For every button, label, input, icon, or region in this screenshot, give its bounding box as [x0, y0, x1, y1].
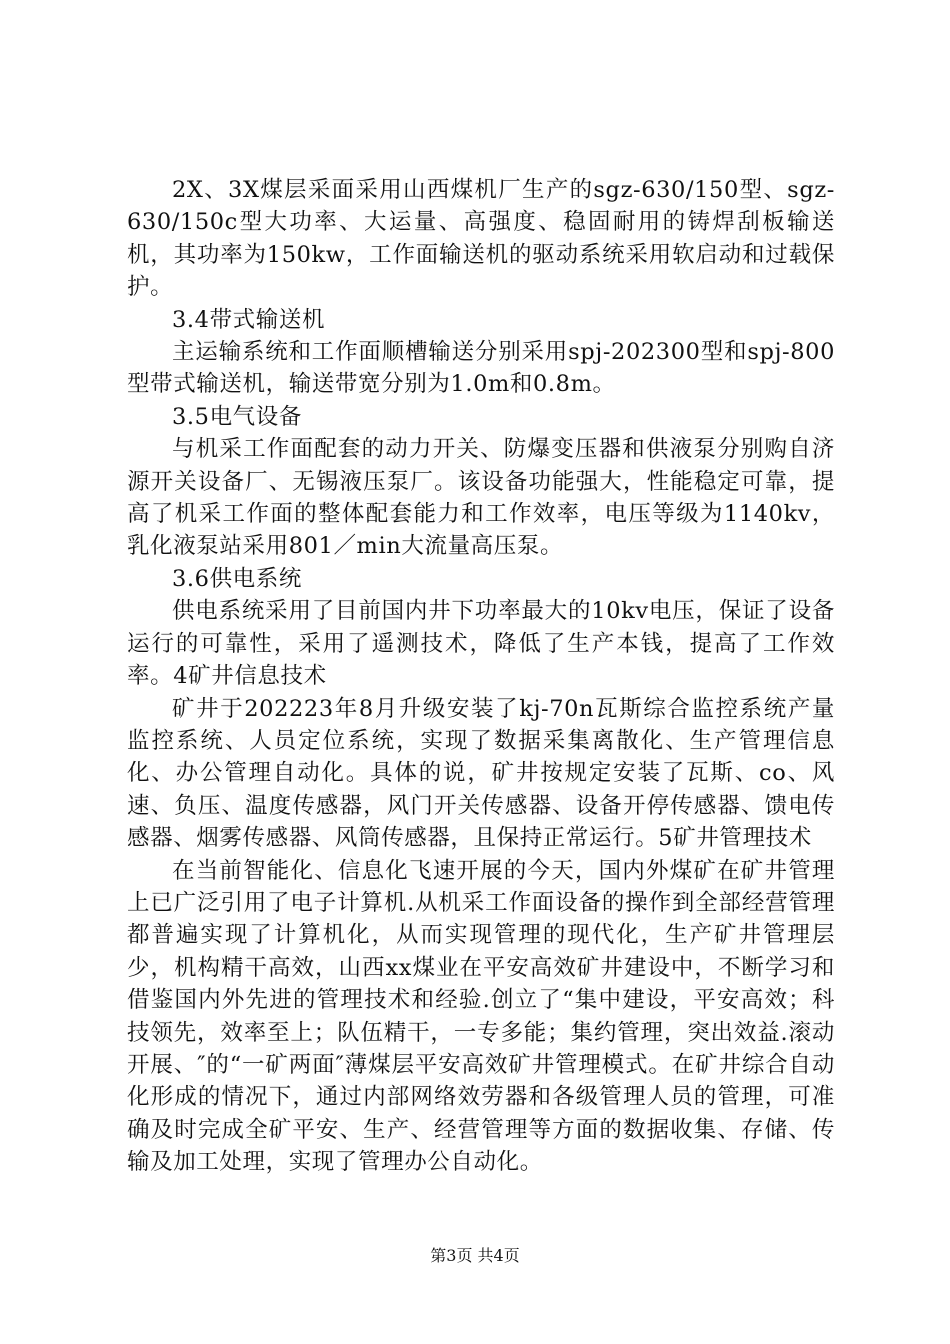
page-footer: 第3页 共4页: [430, 1246, 520, 1265]
section-heading-electrical-equipment: 3.5电气设备: [172, 403, 302, 430]
section-heading-belt-conveyor: 3.4带式输送机: [172, 306, 326, 333]
body-text: [127, 174, 835, 1179]
paragraph-mine-information: 矿井于202223年8月升级安装了kj-70n瓦斯综合监控系统产量监控系统、人员定位系统，实现了数据采集离散化、生产管理信息化、办公管理自动化。具体的说，矿井按规定安装了瓦斯、co、风速、负压、温度传感器，风门开关传感器、设备开停传感器、馈电传感器、烟雾传感器、风筒传感器，且保持正常运行。5矿井管理技术: [127, 695, 835, 852]
paragraph-mine-management: 在当前智能化、信息化飞速开展的今天，国内外煤矿在矿井管理上已广泛引用了电子计算机.从机采工作面设备的操作到全部经营管理都普遍实现了计算机化，从而实现管理的现代化，生产矿井管理层少，机构精干高效，山西xx煤业在平安高效矿井建设中，不断学习和借鉴国内外先进的管理技术和经验.创立了“集中建设，平安高效；科技领先，效率至上；队伍精干，一专多能；集约管理，突出效益.滚动开展、″的“一矿两面″薄煤层平安高效矿井管理模式。在矿井综合自动化形成的情况下，通过内部网络效劳器和各级管理人员的管理，可准确及时完成全矿平安、生产、经营管理等方面的数据收集、存储、传输及加工处理，实现了管理办公自动化。: [127, 857, 835, 1176]
paragraph-power-supply: 供电系统采用了目前国内井下功率最大的10kv电压，保证了设备运行的可靠性，采用了遥测技术，降低了生产本钱，提高了工作效率。4矿井信息技术: [127, 598, 835, 690]
paragraph-scraper-conveyor: 2X、3X煤层采面采用山西煤机厂生产的sgz-630/150型、sgz-630/150c型大功率、大运量、高强度、稳固耐用的铸焊刮板输送机，其功率为150kw，工作面输送机的驱动系统采用软启动和过载保护。: [127, 177, 835, 301]
paragraph-electrical-equipment: 与机采工作面配套的动力开关、防爆变压器和供液泵分别购自济源开关设备厂、无锡液压泵厂。该设备功能强大，性能稳定可靠，提高了机采工作面的整体配套能力和工作效率，电压等级为1140kv，乳化液泵站采用801／min大流量高压泵。: [127, 436, 835, 560]
section-heading-power-supply: 3.6供电系统: [172, 565, 302, 592]
paragraph-belt-conveyor: 主运输系统和工作面顺槽输送分别采用spj-202300型和spj-800型带式输送机，输送带宽分别为1.0m和0.8m。: [127, 339, 835, 398]
